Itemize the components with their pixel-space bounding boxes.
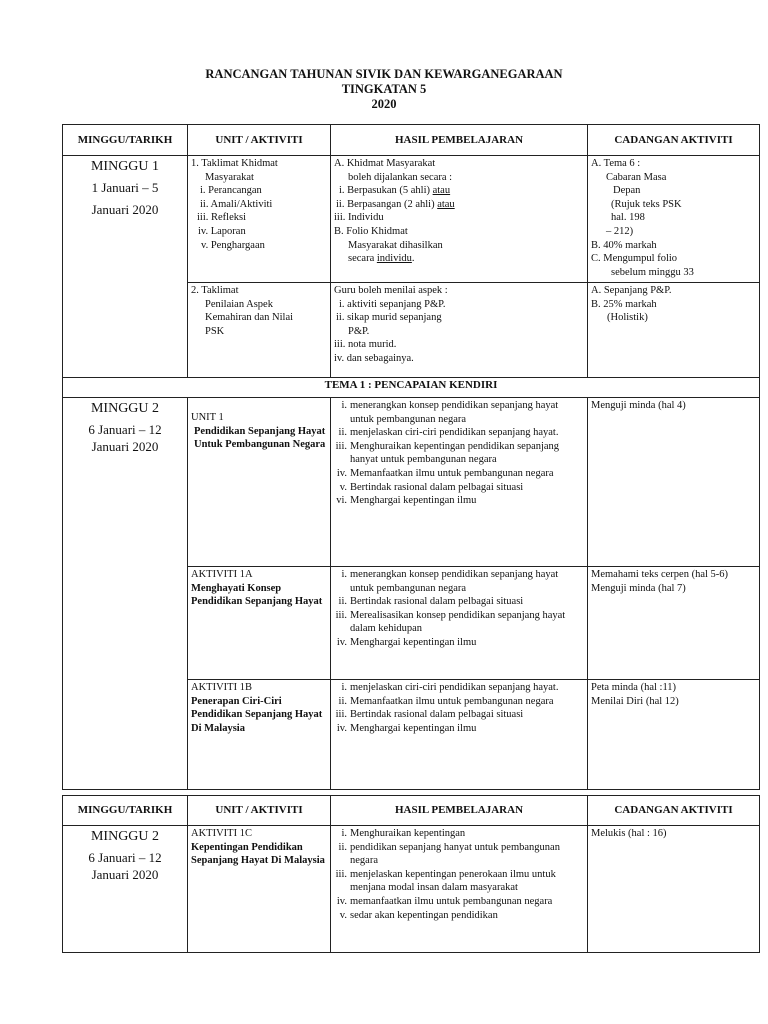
- yearly-plan-table: [62, 124, 760, 790]
- hasil-line: iv. dan sebagainya.: [334, 352, 414, 364]
- unit-cell: [188, 156, 331, 283]
- list-item: i. Menghuraikan kepentingan: [341, 828, 466, 839]
- hasil-list: [334, 568, 584, 650]
- header-cadangan-aktiviti: CADANGAN AKTIVITI: [588, 125, 760, 156]
- activity-label: AKTIVITI 1B: [191, 682, 252, 693]
- cadangan-line: (Rujuk teks PSK: [611, 198, 682, 210]
- hasil-line: Masyarakat dihasilkan: [348, 239, 443, 251]
- unit-item: i. Perancangan: [200, 185, 262, 197]
- unit-item: iii. Refleksi: [197, 212, 246, 224]
- list-item: vi. Menghargai kepentingan ilmu: [336, 495, 477, 507]
- cadangan-line: B. 40% markah: [591, 239, 657, 251]
- table-row: [63, 826, 760, 953]
- hasil-line: iii. Individu: [334, 212, 384, 224]
- header-minggu-tarikh: MINGGU/TARIKH: [63, 796, 188, 826]
- hasil-list: [334, 399, 584, 508]
- unit-title: 1. Taklimat Khidmat: [191, 158, 278, 169]
- table-row: [63, 398, 760, 567]
- tema-row: [63, 378, 760, 398]
- hasil-line: boleh dijalankan secara :: [348, 171, 453, 183]
- cadangan-cell: [588, 283, 760, 378]
- list-item: iv. memanfaatkan ilmu untuk pembangunan negara: [336, 895, 553, 907]
- document-subtitle-year: 2020: [371, 97, 397, 111]
- cadangan-cell: [588, 398, 760, 567]
- header-unit-aktiviti: UNIT / AKTIVITI: [188, 796, 331, 826]
- cadangan-line: B. 25% markah: [591, 298, 657, 310]
- header-hasil-pembelajaran: HASIL PEMBELAJARAN: [331, 796, 588, 826]
- tema-title: TEMA 1 : PENCAPAIAN KENDIRI: [63, 378, 760, 398]
- list-item: iii. Bertindak rasional dalam pelbagai situasi: [335, 709, 524, 721]
- week-cell: [63, 398, 188, 790]
- date-line: 6 Januari – 12: [88, 422, 162, 437]
- cadangan-line: sebelum minggu 33: [611, 266, 694, 278]
- cadangan-cell: [588, 567, 760, 680]
- cadangan-line: (Holistik): [607, 312, 648, 324]
- cadangan-line: Peta minda (hal :11): [591, 682, 677, 693]
- hasil-cell: [331, 567, 588, 680]
- hasil-line: P&P.: [348, 325, 370, 337]
- header-unit-aktiviti: UNIT / AKTIVITI: [188, 125, 331, 156]
- hasil-list: [334, 827, 584, 922]
- hasil-line: A. Khidmat Masyarakat: [334, 158, 436, 169]
- date-line: Januari 2020: [91, 439, 159, 454]
- cadangan-line: Melukis (hal : 16): [591, 828, 667, 839]
- date-line: 1 Januari – 5: [91, 180, 159, 195]
- activity-title: Menghayati Konsep Pendidikan Sepanjang Hayat: [191, 582, 323, 608]
- header-hasil-pembelajaran: HASIL PEMBELAJARAN: [331, 125, 588, 156]
- week-label: MINGGU 1: [90, 159, 160, 174]
- unit-title: Masyarakat: [205, 171, 254, 183]
- unit-cell: [188, 398, 331, 567]
- date-line: Januari 2020: [91, 867, 159, 882]
- hasil-line: i. aktiviti sepanjang P&P.: [339, 298, 446, 310]
- list-item: ii. Bertindak rasional dalam pelbagai situasi: [338, 596, 524, 608]
- document-subtitle-tingkatan: TINGKATAN 5: [341, 82, 427, 96]
- hasil-line: ii. Berpasangan (2 ahli) atau: [336, 198, 455, 210]
- activity-label: AKTIVITI 1C: [191, 828, 252, 839]
- table-row: [63, 156, 760, 283]
- cadangan-line: Menguji minda (hal 7): [591, 582, 686, 594]
- header-cadangan-aktiviti: CADANGAN AKTIVITI: [588, 796, 760, 826]
- cadangan-cell: [588, 680, 760, 790]
- week-label: MINGGU 2: [90, 401, 160, 416]
- cadangan-line: Menilai Diri (hal 12): [591, 695, 679, 707]
- table-header-row: [63, 125, 760, 156]
- hasil-list: [334, 681, 584, 735]
- list-item: iii. Merealisasikan konsep pendidikan sepanjang hayat dalam kehidupan: [335, 609, 566, 635]
- list-item: iv. Menghargai kepentingan ilmu: [336, 636, 477, 648]
- hasil-cell: [331, 283, 588, 378]
- activity-label: AKTIVITI 1A: [191, 569, 253, 580]
- hasil-line: ii. sikap murid sepanjang: [336, 312, 442, 324]
- list-item: iii. Menghuraikan kepentingan pendidikan sepanjang hanyat untuk pembangunan negara: [335, 440, 560, 466]
- hasil-cell: [331, 826, 588, 953]
- unit-label: UNIT 1: [191, 412, 224, 423]
- week-cell: [63, 156, 188, 378]
- unit-title: Pendidikan Sepanjang Hayat Untuk Pembangunan Negara: [194, 425, 326, 451]
- hasil-line: B. Folio Khidmat: [334, 225, 408, 237]
- list-item: iii. menjelaskan kepentingan penerokaan ilmu untuk menjana modal insan dalam masyarakat: [335, 868, 556, 894]
- activity-title: Kepentingan Pendidikan Sepanjang Hayat Di Malaysia: [191, 841, 325, 867]
- cadangan-line: – 212): [606, 225, 634, 237]
- cadangan-line: A. Sepanjang P&P.: [591, 285, 672, 296]
- cadangan-line: A. Tema 6 :: [591, 158, 641, 169]
- cadangan-line: Cabaran Masa: [606, 171, 667, 183]
- cadangan-line: C. Mengumpul folio: [591, 253, 678, 265]
- cadangan-cell: [588, 156, 760, 283]
- unit-title: PSK: [205, 325, 225, 337]
- hasil-cell: [331, 156, 588, 283]
- week-label: MINGGU 2: [90, 829, 160, 844]
- unit-title: Penilaian Aspek: [205, 298, 273, 310]
- unit-cell: [188, 826, 331, 953]
- unit-cell: [188, 680, 331, 790]
- list-item: v. sedar akan kepentingan pendidikan: [339, 909, 498, 921]
- list-item: i. menjelaskan ciri-ciri pendidikan sepanjang hayat.: [341, 682, 559, 693]
- hasil-cell: [331, 680, 588, 790]
- list-item: ii. Memanfaatkan ilmu untuk pembangunan negara: [338, 695, 554, 707]
- unit-item: ii. Amali/Aktiviti: [200, 198, 273, 210]
- activity-title: Penerapan Ciri-Ciri Pendidikan Sepanjang Hayat Di Malaysia: [191, 695, 323, 734]
- list-item: i. menerangkan konsep pendidikan sepanjang hayat untuk pembangunan negara: [341, 569, 559, 594]
- list-item: iv. Menghargai kepentingan ilmu: [336, 722, 477, 734]
- list-item: i. menerangkan konsep pendidikan sepanjang hayat untuk pembangunan negara: [341, 400, 559, 425]
- document-title: RANCANGAN TAHUNAN SIVIK DAN KEWARGANEGARAAN: [205, 67, 563, 81]
- cadangan-cell: [588, 826, 760, 953]
- header-minggu-tarikh: MINGGU/TARIKH: [63, 125, 188, 156]
- unit-cell: [188, 283, 331, 378]
- cadangan-line: Menguji minda (hal 4): [591, 400, 686, 411]
- list-item: v. Bertindak rasional dalam pelbagai situasi: [339, 481, 524, 493]
- unit-item: v. Penghargaan: [201, 239, 265, 251]
- cadangan-line: hal. 198: [611, 212, 645, 224]
- unit-cell: [188, 567, 331, 680]
- date-line: Januari 2020: [91, 202, 159, 217]
- hasil-line: Guru boleh menilai aspek :: [334, 285, 448, 296]
- list-item: ii. menjelaskan ciri-ciri pendidikan sepanjang hayat.: [338, 427, 559, 439]
- hasil-cell: [331, 398, 588, 567]
- cadangan-line: Memahami teks cerpen (hal 5-6): [591, 569, 729, 580]
- unit-title: Kemahiran dan Nilai: [205, 312, 294, 324]
- unit-title: 2. Taklimat: [191, 285, 239, 296]
- list-item: iv. Memanfaatkan ilmu untuk pembangunan negara: [336, 467, 554, 479]
- hasil-line: secara individu.: [348, 253, 415, 265]
- yearly-plan-table-continued: [62, 795, 760, 953]
- unit-item: iv. Laporan: [198, 225, 246, 237]
- table-header-row: [63, 796, 760, 826]
- hasil-line: iii. nota murid.: [334, 339, 397, 351]
- cadangan-line: Depan: [613, 185, 641, 197]
- week-cell: [63, 826, 188, 953]
- list-item: ii. pendidikan sepanjang hanyat untuk pembangunan negara: [338, 841, 560, 867]
- hasil-line: i. Berpasukan (5 ahli) atau: [339, 185, 451, 197]
- date-line: 6 Januari – 12: [88, 850, 162, 865]
